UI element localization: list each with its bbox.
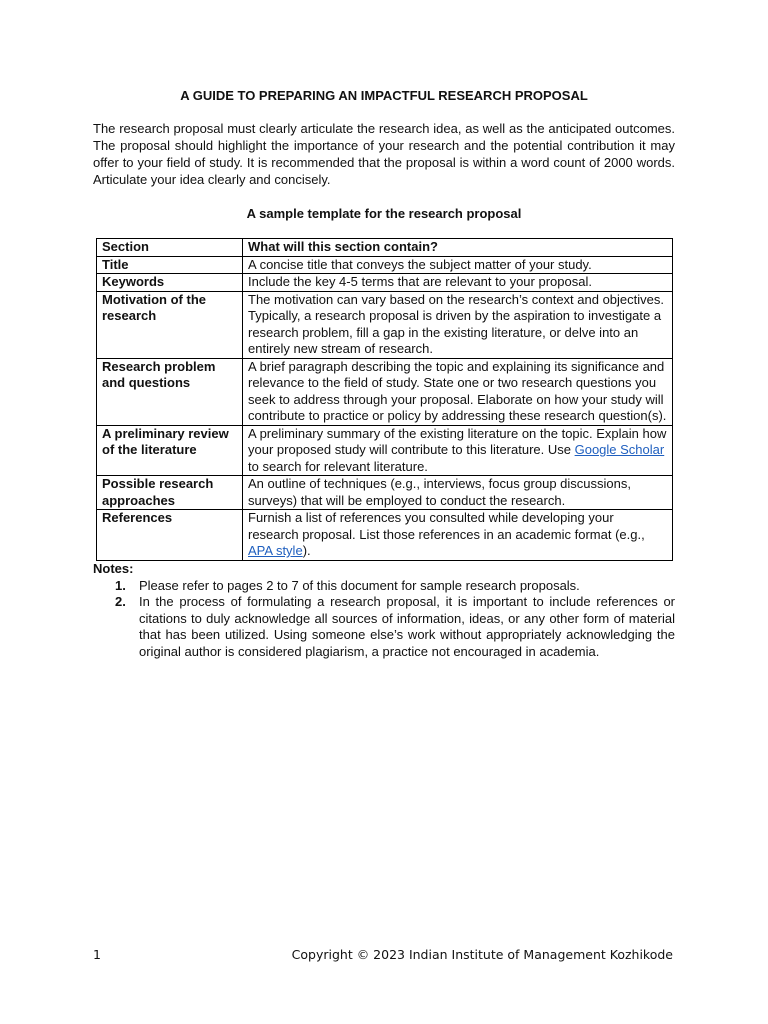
row-section: Title bbox=[97, 256, 243, 274]
row-content: A concise title that conveys the subject matter of your study. bbox=[243, 256, 673, 274]
table-row bbox=[97, 510, 673, 561]
copyright-notice: Copyright © 2023 Indian Institute of Management Kozhikode bbox=[291, 947, 673, 962]
row-content: Include the key 4-5 terms that are relevant to your proposal. bbox=[243, 274, 673, 292]
note-item bbox=[93, 594, 675, 660]
table-row bbox=[97, 291, 673, 358]
row-content bbox=[243, 425, 673, 476]
table-row bbox=[97, 358, 673, 425]
row-content-post: to search for relevant literature. bbox=[248, 458, 428, 474]
template-table bbox=[96, 238, 673, 561]
note-number: 2. bbox=[115, 594, 126, 609]
table-row bbox=[97, 425, 673, 476]
row-content bbox=[243, 510, 673, 561]
intro-paragraph: The research proposal must clearly articulate the research idea, as well as the anticipated outcomes. The proposal should highlight the importance of your research and the potential contribution it may offer to your field of study. It is recommended that the proposal is within a word count of 2000 words. Articulate your idea clearly and concisely. bbox=[93, 121, 675, 187]
row-content: A brief paragraph describing the topic and explaining its significance and relevance to the field of study. State one or two research questions you seek to address through your proposal. Elaborate on how your study will contribute to practice or policy by addressing these research question(s). bbox=[243, 358, 673, 425]
document-title: A GUIDE TO PREPARING AN IMPACTFUL RESEARCH PROPOSAL bbox=[180, 88, 588, 103]
notes-section bbox=[93, 561, 675, 660]
row-section: Keywords bbox=[97, 274, 243, 292]
table-header-row bbox=[97, 239, 673, 257]
table-row bbox=[97, 476, 673, 510]
row-section: References bbox=[97, 510, 243, 561]
note-text: In the process of formulating a research proposal, it is important to include references or citations to duly acknowledge all sources of information, ideas, or any other form of material that has been utilized. Using someone else’s work without appropriately acknowledging the original author is considered plagiarism, a practice not encouraged in academia. bbox=[139, 594, 675, 659]
row-content: The motivation can vary based on the research’s context and objectives. Typically, a research proposal is driven by the aspiration to investigate a research problem, fill a gap in the existing literature, or delve into an entirely new stream of research. bbox=[243, 291, 673, 358]
row-content-pre: Furnish a list of references you consulted while developing your research proposal. List those references in an academic format (e.g., bbox=[248, 510, 645, 542]
row-content: An outline of techniques (e.g., interviews, focus group discussions, surveys) that will be employed to conduct the research. bbox=[243, 476, 673, 510]
page-number: 1 bbox=[93, 947, 101, 962]
note-number: 1. bbox=[115, 577, 126, 593]
note-item bbox=[93, 578, 675, 595]
row-content-post: ). bbox=[302, 543, 311, 558]
row-section: Research problem and questions bbox=[97, 358, 243, 425]
row-section: Possible research approaches bbox=[97, 476, 243, 510]
row-content-pre: A preliminary summary of the existing literature on the topic. Explain how your proposed study will contribute to this literature. Use bbox=[248, 425, 667, 457]
notes-title: Notes: bbox=[93, 561, 134, 576]
google-scholar-link[interactable]: Google Scholar bbox=[574, 442, 665, 457]
row-section: A preliminary review of the literature bbox=[97, 425, 243, 476]
table-row bbox=[97, 256, 673, 274]
row-section: Motivation of the research bbox=[97, 291, 243, 358]
header-section: Section bbox=[97, 239, 243, 257]
template-title: A sample template for the research proposal bbox=[246, 206, 522, 221]
table-row bbox=[97, 274, 673, 292]
header-content: What will this section contain? bbox=[243, 239, 673, 257]
apa-style-link[interactable]: APA style bbox=[248, 543, 303, 558]
note-text: Please refer to pages 2 to 7 of this document for sample research proposals. bbox=[139, 577, 580, 593]
